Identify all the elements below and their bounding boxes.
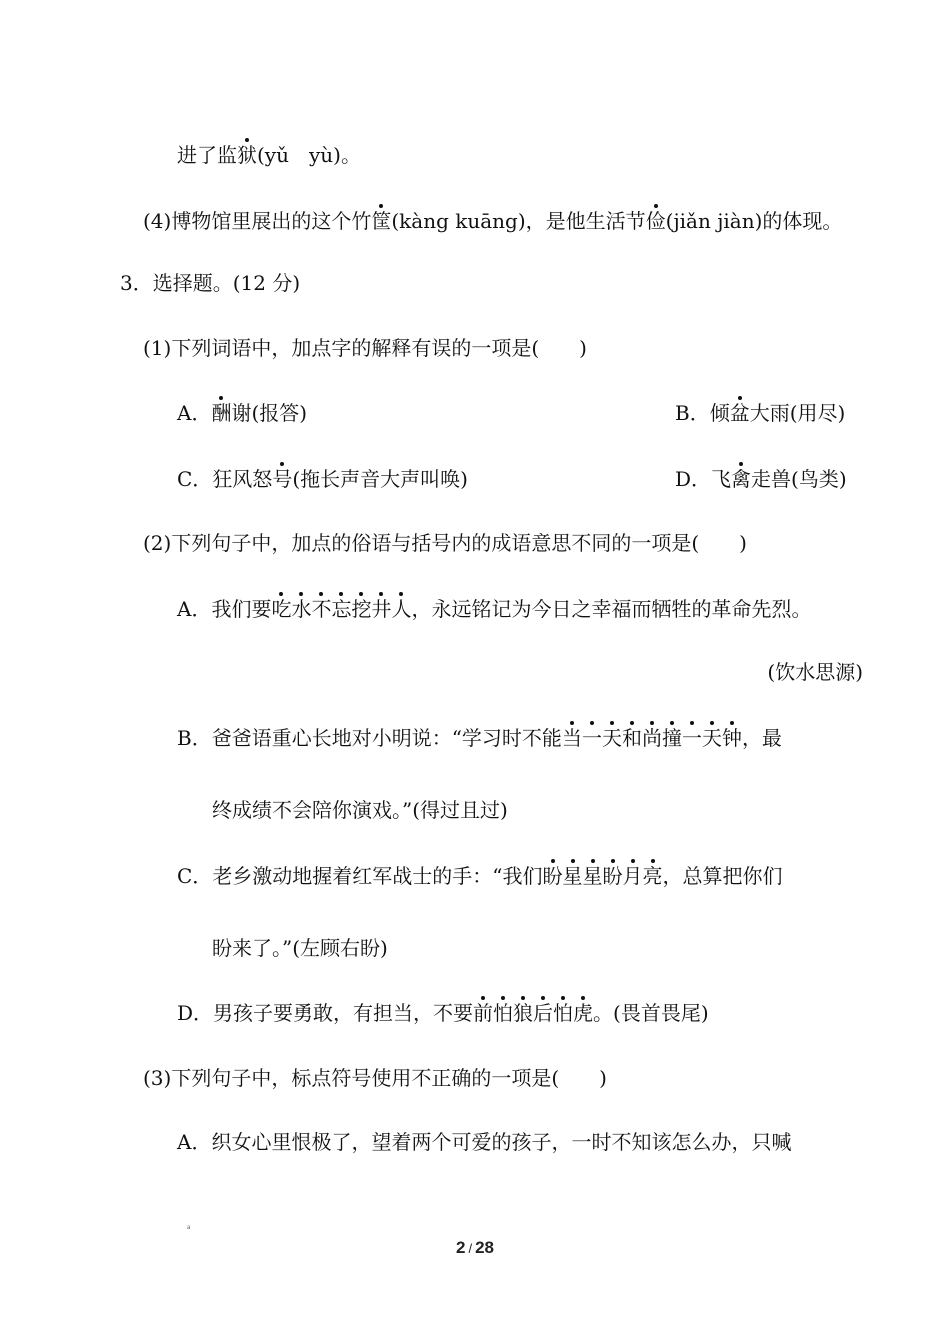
dotted-char: 狱	[237, 143, 257, 167]
dotted-char: 撞	[661, 726, 682, 750]
dotted-char: 和	[621, 726, 642, 750]
dotted-char: 当	[561, 726, 582, 750]
page-indicator	[0, 1238, 950, 1258]
option-1a: A．酬谢(报答)	[177, 401, 308, 425]
question-3-title: 3．选择题。(12 分)	[120, 271, 301, 295]
page-total: 28	[475, 1238, 494, 1257]
dotted-char: 号	[272, 467, 293, 491]
dotted-char: 钟	[721, 726, 742, 750]
option-3a: A．织女心里恨极了，望着两个可爱的孩子，一时不知该怎么办，只喊	[177, 1130, 792, 1154]
option-2b-cont: 终成绩不会陪你演戏。”(得过且过)	[212, 798, 508, 822]
question-3-3: (3)下列句子中，标点符号使用不正确的一项是( )	[143, 1066, 607, 1090]
dotted-char: 天	[601, 726, 622, 750]
dotted-char: 人	[391, 597, 412, 621]
dotted-char: 筐	[371, 209, 392, 233]
option-1c: C．狂风怒号(拖长声音大声叫唤)	[177, 467, 468, 491]
dotted-phrase	[271, 597, 411, 621]
dotted-char: 怕	[493, 1001, 514, 1025]
page-current: 2	[455, 1238, 466, 1257]
dotted-char: 狼	[513, 1001, 534, 1025]
dotted-char: 前	[473, 1001, 494, 1025]
dotted-char: 吃	[271, 597, 292, 621]
dotted-char: 盆	[729, 401, 750, 425]
footer-mark: a	[187, 1225, 191, 1231]
option-2d: D．男孩子要勇敢，有担当，不要前怕狼后怕虎。(畏首畏尾)	[177, 1001, 709, 1025]
line-4: (4)博物馆里展出的这个竹筐(kàng kuāng)，是他生活节俭(jiǎn jiàn)的体现。	[143, 209, 843, 233]
dotted-char: 不	[311, 597, 332, 621]
dotted-char: 酬	[211, 401, 232, 425]
dotted-char: 天	[701, 726, 722, 750]
dotted-phrase	[473, 1001, 593, 1025]
dotted-char: 星	[582, 864, 603, 888]
dotted-char: 月	[622, 864, 643, 888]
option-2c-cont: 盼来了。”(左顾右盼)	[212, 936, 388, 960]
dotted-char: 挖	[351, 597, 372, 621]
dotted-char: 亮	[642, 864, 663, 888]
option-2b: B．爸爸语重心长地对小明说：“学习时不能当一天和尚撞一天钟，最	[177, 726, 782, 750]
dotted-char: 尚	[641, 726, 662, 750]
dotted-phrase	[562, 726, 742, 750]
question-3-2: (2)下列句子中，加点的俗语与括号内的成语意思不同的一项是( )	[143, 531, 747, 555]
page-separator: /	[468, 1241, 473, 1256]
option-1b: B．倾盆大雨(用尽)	[675, 401, 846, 425]
dotted-char: 一	[681, 726, 702, 750]
option-2a: A．我们要吃水不忘挖井人，永远铭记为今日之幸福而牺牲的革命先烈。	[177, 597, 812, 621]
dotted-char: 虎	[573, 1001, 594, 1025]
option-1d: D．飞禽走兽(鸟类)	[675, 467, 847, 491]
option-2c: C．老乡激动地握着红军战士的手：“我们盼星星盼月亮，总算把你们	[177, 864, 783, 888]
dotted-char: 一	[581, 726, 602, 750]
dotted-char: 忘	[331, 597, 352, 621]
option-2a-idiom: (饮水思源)	[767, 660, 863, 684]
dotted-phrase	[543, 864, 663, 888]
question-3-1: (1)下列词语中，加点字的解释有误的一项是( )	[143, 336, 587, 360]
dotted-char: 水	[291, 597, 312, 621]
dotted-char: 星	[562, 864, 583, 888]
dotted-char: 盼	[542, 864, 563, 888]
line-1: 进了监狱(yǔ yù)。	[177, 143, 361, 167]
dotted-char: 怕	[553, 1001, 574, 1025]
dotted-char: 禽	[731, 467, 752, 491]
dotted-char: 盼	[602, 864, 623, 888]
dotted-char: 井	[371, 597, 392, 621]
dotted-char: 后	[533, 1001, 554, 1025]
dotted-char: 俭	[645, 209, 666, 233]
